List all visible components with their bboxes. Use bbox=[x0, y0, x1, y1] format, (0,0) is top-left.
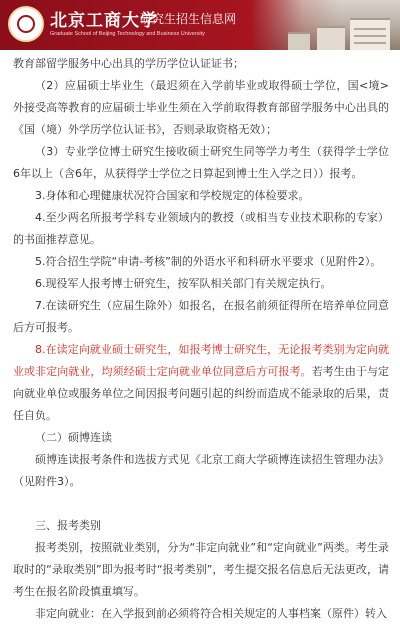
university-logo-icon[interactable] bbox=[8, 6, 44, 42]
header-banner bbox=[0, 0, 400, 50]
paragraph: 硕博连读报考条件和选拔方式见《北京工商大学硕博连读招生管理办法》（见附件3）。 bbox=[13, 453, 389, 488]
paragraph-text: 若考生由于与定向就业单位或服务单位之间因报考问题引起的纠纷而造成不能录取的后果，责任自负。 bbox=[13, 365, 390, 422]
section-subheading: （二）硕博连读 bbox=[35, 431, 112, 444]
window-line bbox=[354, 42, 386, 44]
window-line bbox=[354, 28, 386, 30]
paragraph: 4.至少两名所报考学科专业领域内的教授（或相当专业技术职称的专家）的书面推荐意见。 bbox=[13, 211, 389, 246]
paragraph: （2）应届硕士毕业生（最迟须在入学前毕业或取得硕士学位，国<境>外接受高等教育的应届硕士毕业生须在入学前取得教育部留学服务中心出具的《国（境）外学历学位认证书》，否则录取资格无效）； bbox=[13, 79, 389, 136]
building-shape bbox=[317, 26, 345, 50]
building-shape bbox=[288, 32, 310, 50]
paragraph: 7.在读研究生（应届生除外）如报名，在报名前须征得所在培养单位同意后方可报考。 bbox=[13, 299, 389, 334]
building-shape bbox=[350, 18, 390, 50]
paragraph: （3）专业学位博士研究生接收硕士研究生同等学力考生（获得学士学位6年以上（含6年，从获得学士学位之日算起到博士生入学之日））报考。 bbox=[13, 145, 389, 180]
brand-name-cn[interactable]: 北京工商大学 bbox=[50, 11, 158, 31]
section-heading: 三、报考类别 bbox=[35, 519, 101, 532]
paragraph: 非定向就业：在入学报到前必须将符合相关规定的人事档案（原件）转入 bbox=[35, 607, 387, 620]
brand-name-en: Graduate School of Beijing Technology and Business University bbox=[50, 31, 205, 37]
paragraph: 3.身体和心理健康状况符合国家和学校规定的体检要求。 bbox=[35, 189, 310, 202]
paragraph-highlight bbox=[13, 339, 389, 427]
paragraph: 报考类别，按照就业类别，分为“非定向就业”和“定向就业”两类。考生录取时的“录取类别”即为报考时“报考类别”，考生提交报名信息后无法更改，请考生在报名阶段慎重填写。 bbox=[13, 541, 389, 598]
paragraph: 教育部留学服务中心出具的学历学位认证证书； bbox=[13, 57, 244, 70]
paragraph: 6.现役军人报考博士研究生，按军队相关部门有关规定执行。 bbox=[35, 277, 332, 290]
paragraph: 5.符合招生学院“申请-考核”制的外语水平和科研水平要求（见附件2）。 bbox=[35, 255, 382, 268]
window-line bbox=[354, 35, 386, 37]
spacer bbox=[13, 493, 389, 515]
article-body bbox=[13, 53, 389, 625]
highlight-text: 8.在读定向就业硕士研究生，如报考博士研究生，无论报考类别为定向就业或非定向就业，均须经硕士定向就业单位同意后方可报考。 bbox=[13, 343, 389, 378]
site-title[interactable]: 研究生招生信息网 bbox=[140, 12, 237, 26]
campus-building-image bbox=[250, 0, 400, 50]
